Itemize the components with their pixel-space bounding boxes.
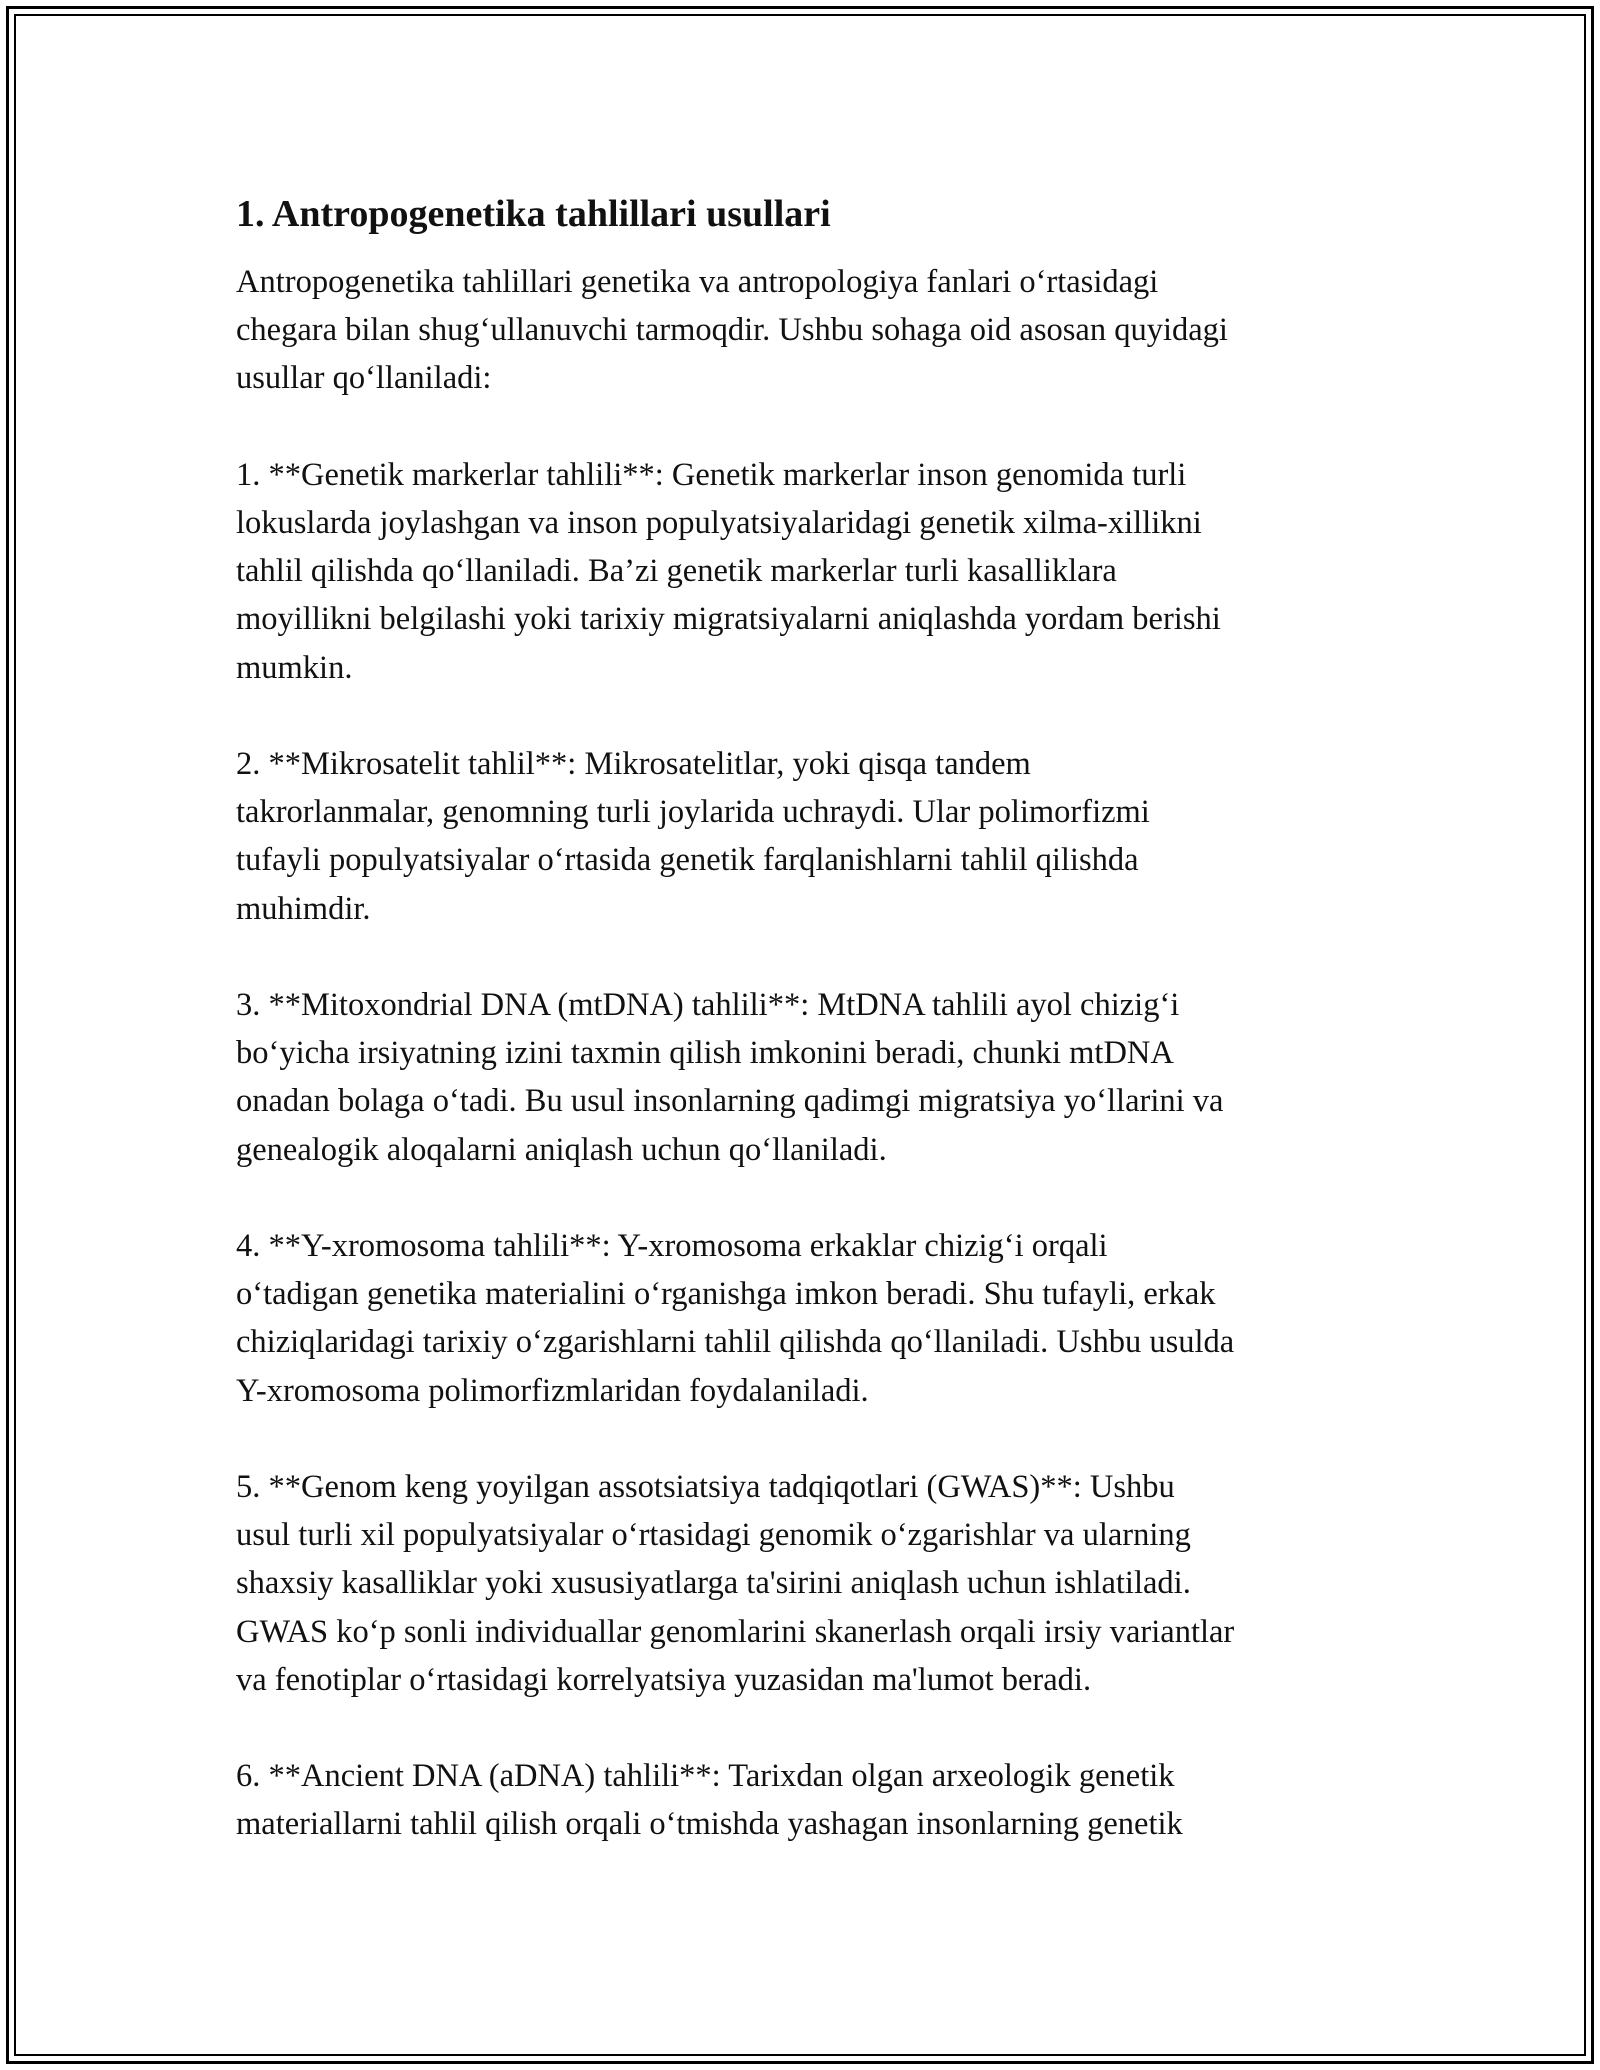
text-line: tahlil qilishda qo‘llaniladi. Ba’zi genetik markerlar turli kasalliklara [236,553,1117,590]
method-paragraph-y-chromosome [236,1222,1386,1415]
text-line: usullar qo‘llaniladi: [236,360,492,397]
method-paragraph-microsatellite [236,740,1386,933]
text-line: chiziqlaridagi tarixiy o‘zgarishlarni tahlil qilishda qo‘llaniladi. Ushbu usulda [236,1324,1235,1361]
intro-paragraph [236,258,1386,403]
text-line: usul turli xil populyatsiyalar o‘rtasidagi genomik o‘zgarishlar va ularning [236,1517,1191,1554]
method-paragraph-gwas [236,1463,1386,1704]
method-paragraph-ancient-dna [236,1752,1386,1848]
text-line: shaxsiy kasalliklar yoki xususiyatlarga ta'sirini aniqlash uchun ishlatiladi. [236,1565,1191,1602]
text-line: 4. **Y-xromosoma tahlili**: Y-xromosoma erkaklar chizig‘i orqali [236,1228,1108,1264]
text-line: chegara bilan shug‘ullanuvchi tarmoqdir. Ushbu sohaga oid asosan quyidagi [236,312,1228,349]
text-line: moyillikni belgilashi yoki tarixiy migratsiyalarni aniqlashda yordam berishi [236,601,1221,638]
text-line: 6. **Ancient DNA (aDNA) tahlili**: Tarixdan olgan arxeologik genetik [236,1758,1175,1795]
text-line: GWAS ko‘p sonli individuallar genomlarini skanerlash orqali irsiy variantlar [236,1613,1235,1650]
text-line: 3. **Mitoxondrial DNA (mtDNA) tahlili**: MtDNA tahlili ayol chizig‘i [236,987,1180,1023]
text-line: muhimdir. [236,890,371,927]
text-line: onadan bolaga o‘tadi. Bu usul insonlarning qadimgi migratsiya yo‘llarini va [236,1083,1224,1120]
text-line: bo‘yicha irsiyatning izini taxmin qilish imkonini beradi, chunki mtDNA [236,1035,1174,1072]
document-body [236,186,1386,1897]
text-line: Antropogenetika tahlillari genetika va antropologiya fanlari o‘rtasidagi [236,264,1159,300]
text-line: va fenotiplar o‘rtasidagi korrelyatsiya yuzasidan ma'lumot beradi. [236,1661,1092,1698]
text-line: 2. **Mikrosatelit tahlil**: Mikrosatelitlar, yoki qisqa tandem [236,746,1031,782]
text-line: tufayli populyatsiyalar o‘rtasida genetik farqlanishlarni tahlil qilishda [236,842,1139,879]
text-line: mumkin. [236,649,353,686]
method-paragraph-genetic-markers [236,451,1386,692]
text-line: 5. **Genom keng yoyilgan assotsiatsiya tadqiqotlari (GWAS)**: Ushbu [236,1469,1175,1505]
text-line: materiallarni tahlil qilish orqali o‘tmishda yashagan insonlarning genetik [236,1806,1183,1843]
text-line: lokuslarda joylashgan va inson populyatsiyalaridagi genetik xilma-xillikni [236,505,1202,541]
text-line: Y-xromosoma polimorfizmlaridan foydalaniladi. [236,1372,869,1409]
method-paragraph-mtdna [236,981,1386,1174]
text-line: o‘tadigan genetika materialini o‘rganishga imkon beradi. Shu tufayli, erkak [236,1276,1216,1313]
text-line: takrorlanmalar, genomning turli joylarida uchraydi. Ular polimorfizmi [236,794,1150,831]
text-line: genealogik aloqalarni aniqlash uchun qo‘llaniladi. [236,1131,887,1168]
text-line: 1. **Genetik markerlar tahlili**: Genetik markerlar inson genomida turli [236,456,1187,493]
page-title: 1. Antropogenetika tahlillari usullari [236,193,831,235]
